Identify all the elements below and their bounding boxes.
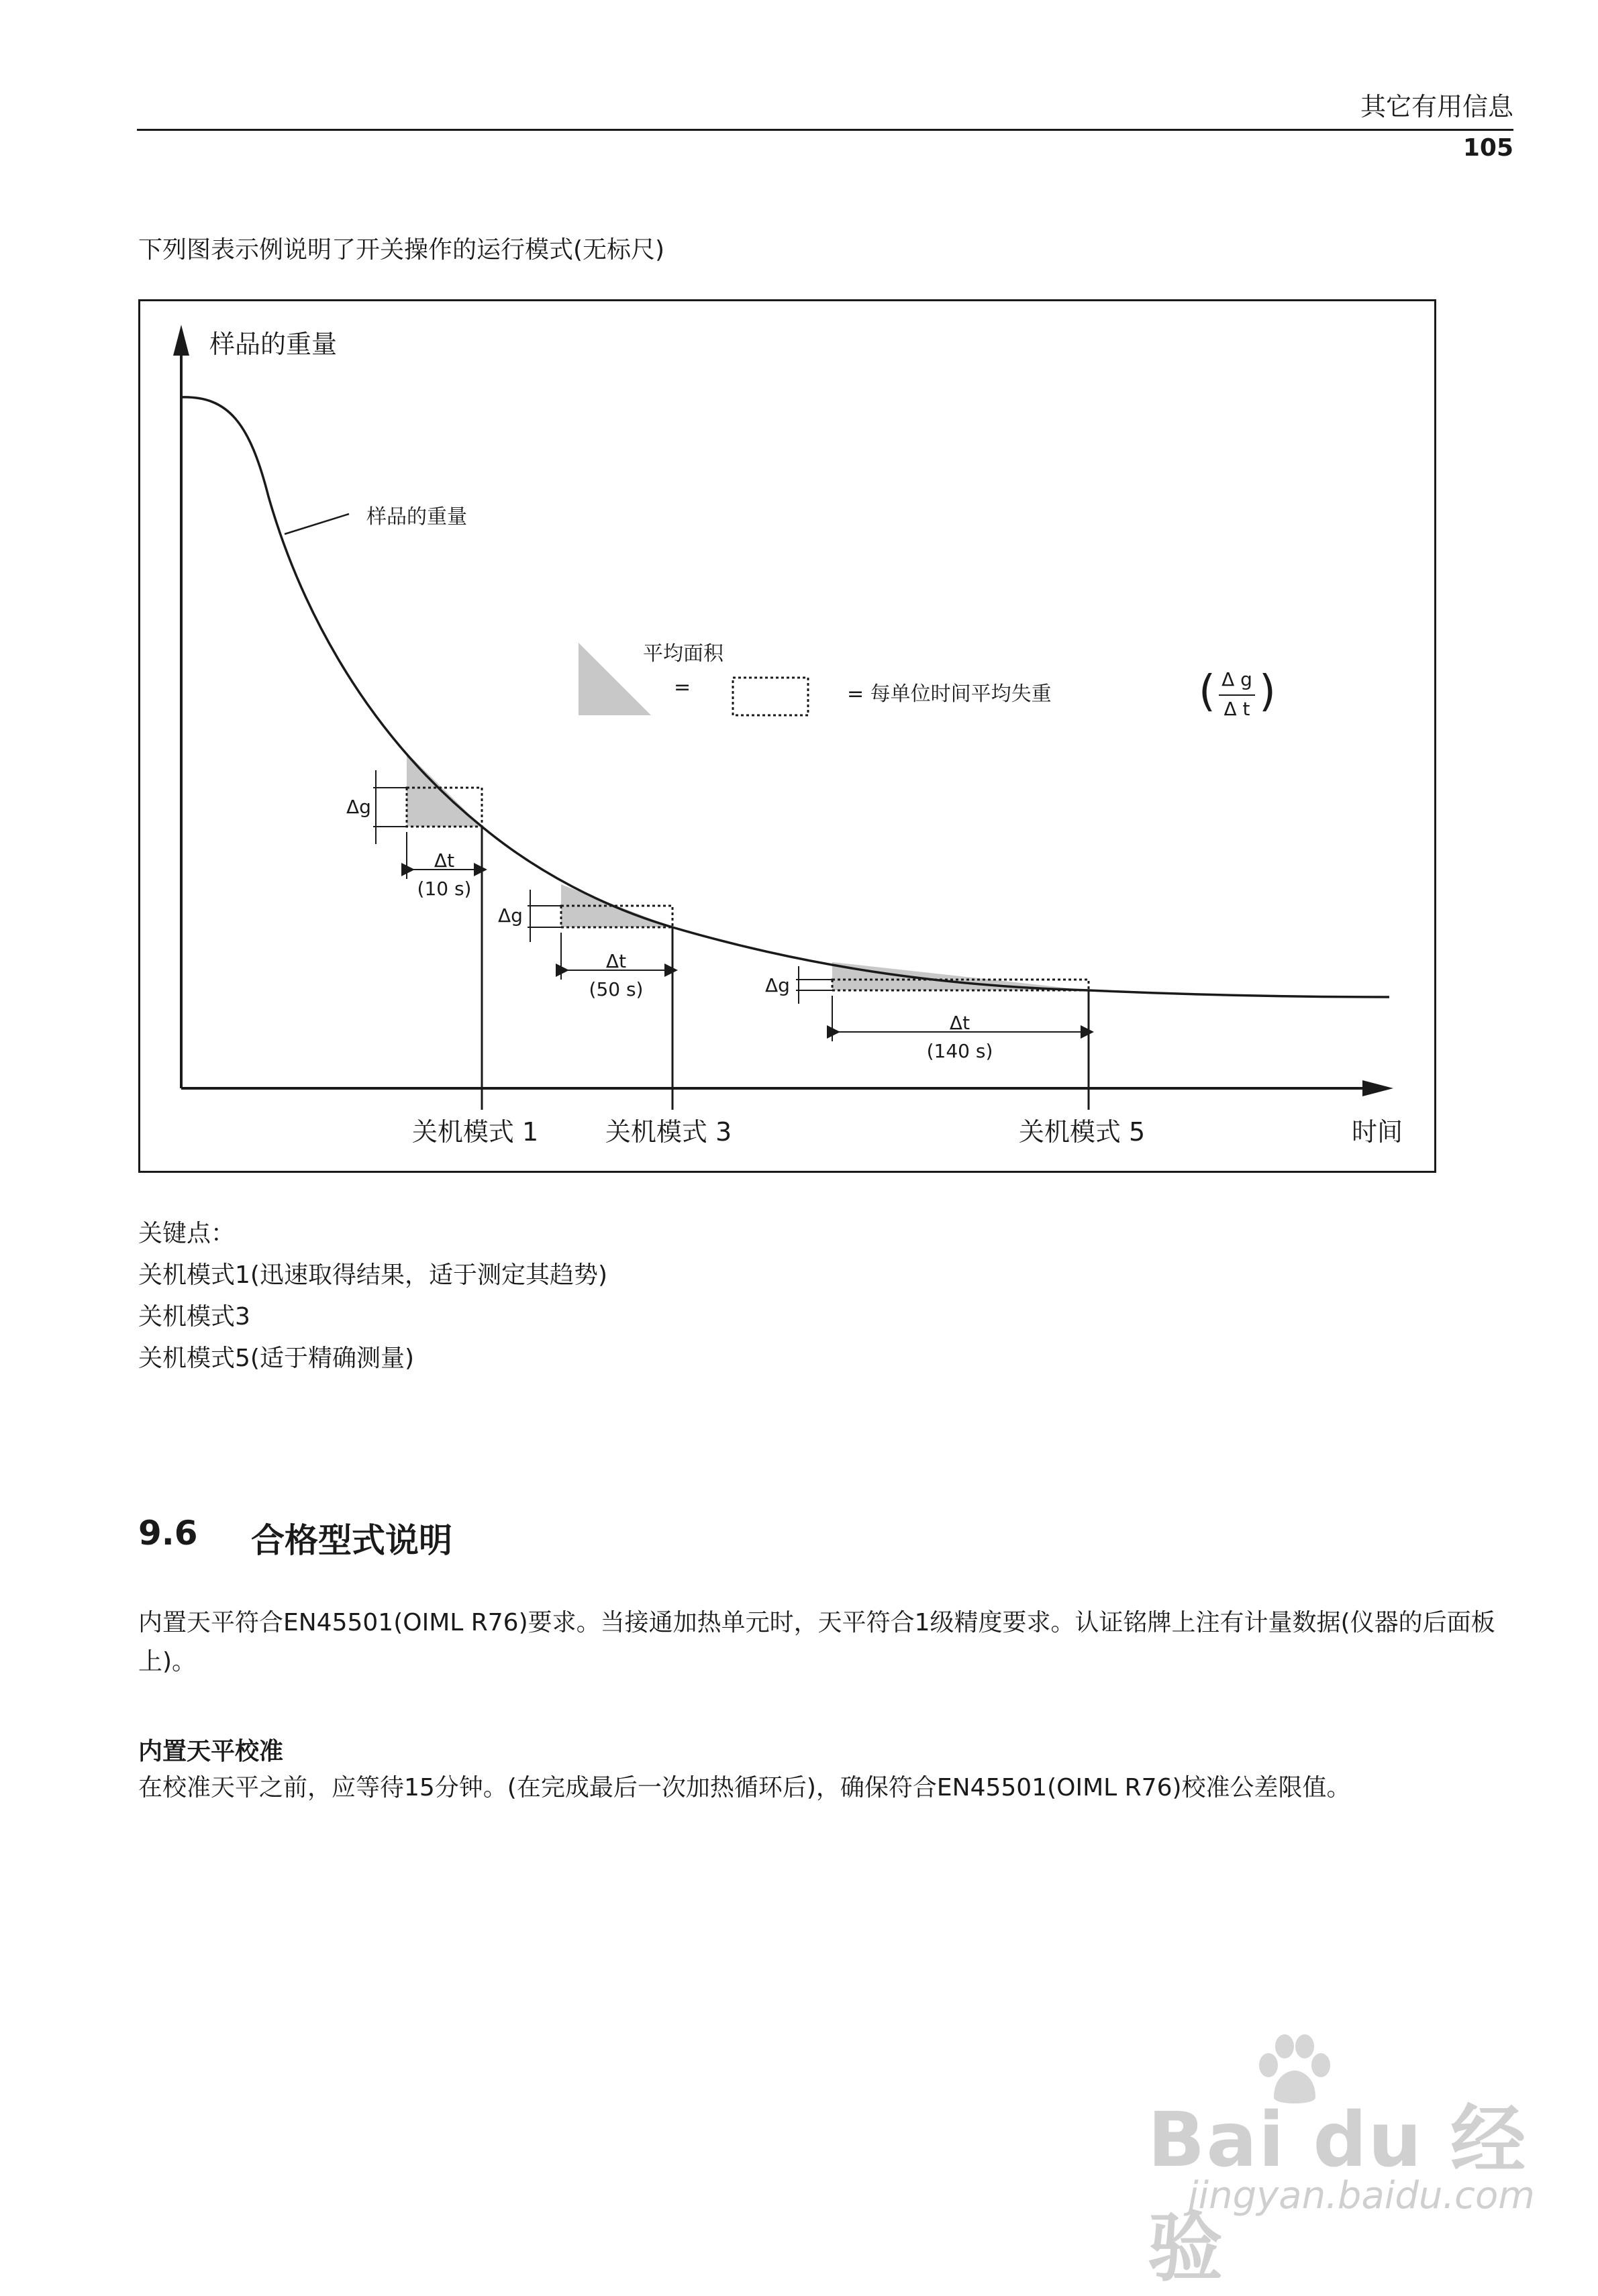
- interval-label-2: (50 s): [589, 978, 644, 1000]
- delta-g-bracket-1: [373, 770, 407, 844]
- legend-dotted-rect: [733, 678, 808, 715]
- delta-g-label-2: Δg: [498, 904, 523, 927]
- delta-g-label-1: Δg: [346, 796, 371, 818]
- delta-g-bracket-3: [796, 966, 832, 1004]
- section-number: 9.6: [138, 1514, 198, 1553]
- watermark-url: jingyan.baidu.com: [1188, 2174, 1535, 2217]
- key-point-item: 关机模式5(适于精确测量): [138, 1345, 414, 1372]
- page-number: 105: [1462, 134, 1513, 162]
- interval-label-1: (10 s): [417, 878, 472, 900]
- y-axis-label: 样品的重量: [209, 329, 338, 359]
- section-title: 合格型式说明: [251, 1521, 452, 1560]
- chapter-title: 其它有用信息: [1360, 92, 1513, 121]
- figure-intro: 下列图表示例说明了开关操作的运行模式(无标尺): [138, 236, 665, 264]
- shaded-area-1: [407, 753, 482, 827]
- legend-formula-numerator: Δ g: [1221, 668, 1252, 690]
- y-axis-arrow: [173, 325, 189, 356]
- legend-text: = 每单位时间平均失重: [847, 682, 1052, 706]
- x-axis-label: 时间: [1351, 1117, 1403, 1147]
- section-paragraph: 内置天平符合EN45501(OIML R76)要求。当接通加热单元时，天平符合1级精度要求。认证铭牌上注有计量数据(仪器的后面板上)。: [138, 1609, 1495, 1675]
- x-label-mode-3: 关机模式 3: [605, 1117, 732, 1147]
- delta-t-label-1: Δt: [434, 849, 455, 872]
- key-points-title: 关键点：: [138, 1220, 236, 1247]
- watermark-brand: Bai du 经验: [1148, 2097, 1528, 2292]
- legend-shaded-triangle: [579, 643, 651, 715]
- x-label-mode-5: 关机模式 5: [1018, 1117, 1146, 1147]
- legend-formula-denominator: Δ t: [1224, 698, 1250, 720]
- delta-t-label-3: Δt: [949, 1012, 970, 1034]
- delta-g-label-3: Δg: [765, 974, 790, 996]
- subsection-title: 内置天平校准: [138, 1738, 284, 1765]
- key-points: [138, 1213, 607, 1379]
- x-axis-arrow: [1362, 1080, 1393, 1096]
- subsection-paragraph: 在校准天平之前，应等待15分钟。(在完成最后一次加热循环后)，确保符合EN45501(OIML R76)校准公差限值。: [138, 1774, 1351, 1802]
- curve-label: 样品的重量: [366, 505, 467, 529]
- baidu-watermark: [1141, 2033, 1544, 2292]
- legend-title: 平均面积: [643, 642, 723, 666]
- legend-paren-right: ): [1259, 667, 1276, 717]
- delta-t-label-2: Δt: [605, 950, 627, 972]
- legend-paren-left: (: [1199, 667, 1215, 717]
- interval-label-3: (140 s): [926, 1040, 993, 1062]
- legend-equals: =: [674, 676, 691, 699]
- curve-label-leader: [285, 514, 349, 534]
- shaded-area-3: [832, 962, 1089, 990]
- key-point-item: 关机模式3: [138, 1303, 250, 1330]
- delta-g-bracket-2: [528, 890, 561, 942]
- key-point-item: 关机模式1(迅速取得结果，适于测定其趋势): [138, 1261, 607, 1289]
- x-label-mode-1: 关机模式 1: [411, 1117, 539, 1147]
